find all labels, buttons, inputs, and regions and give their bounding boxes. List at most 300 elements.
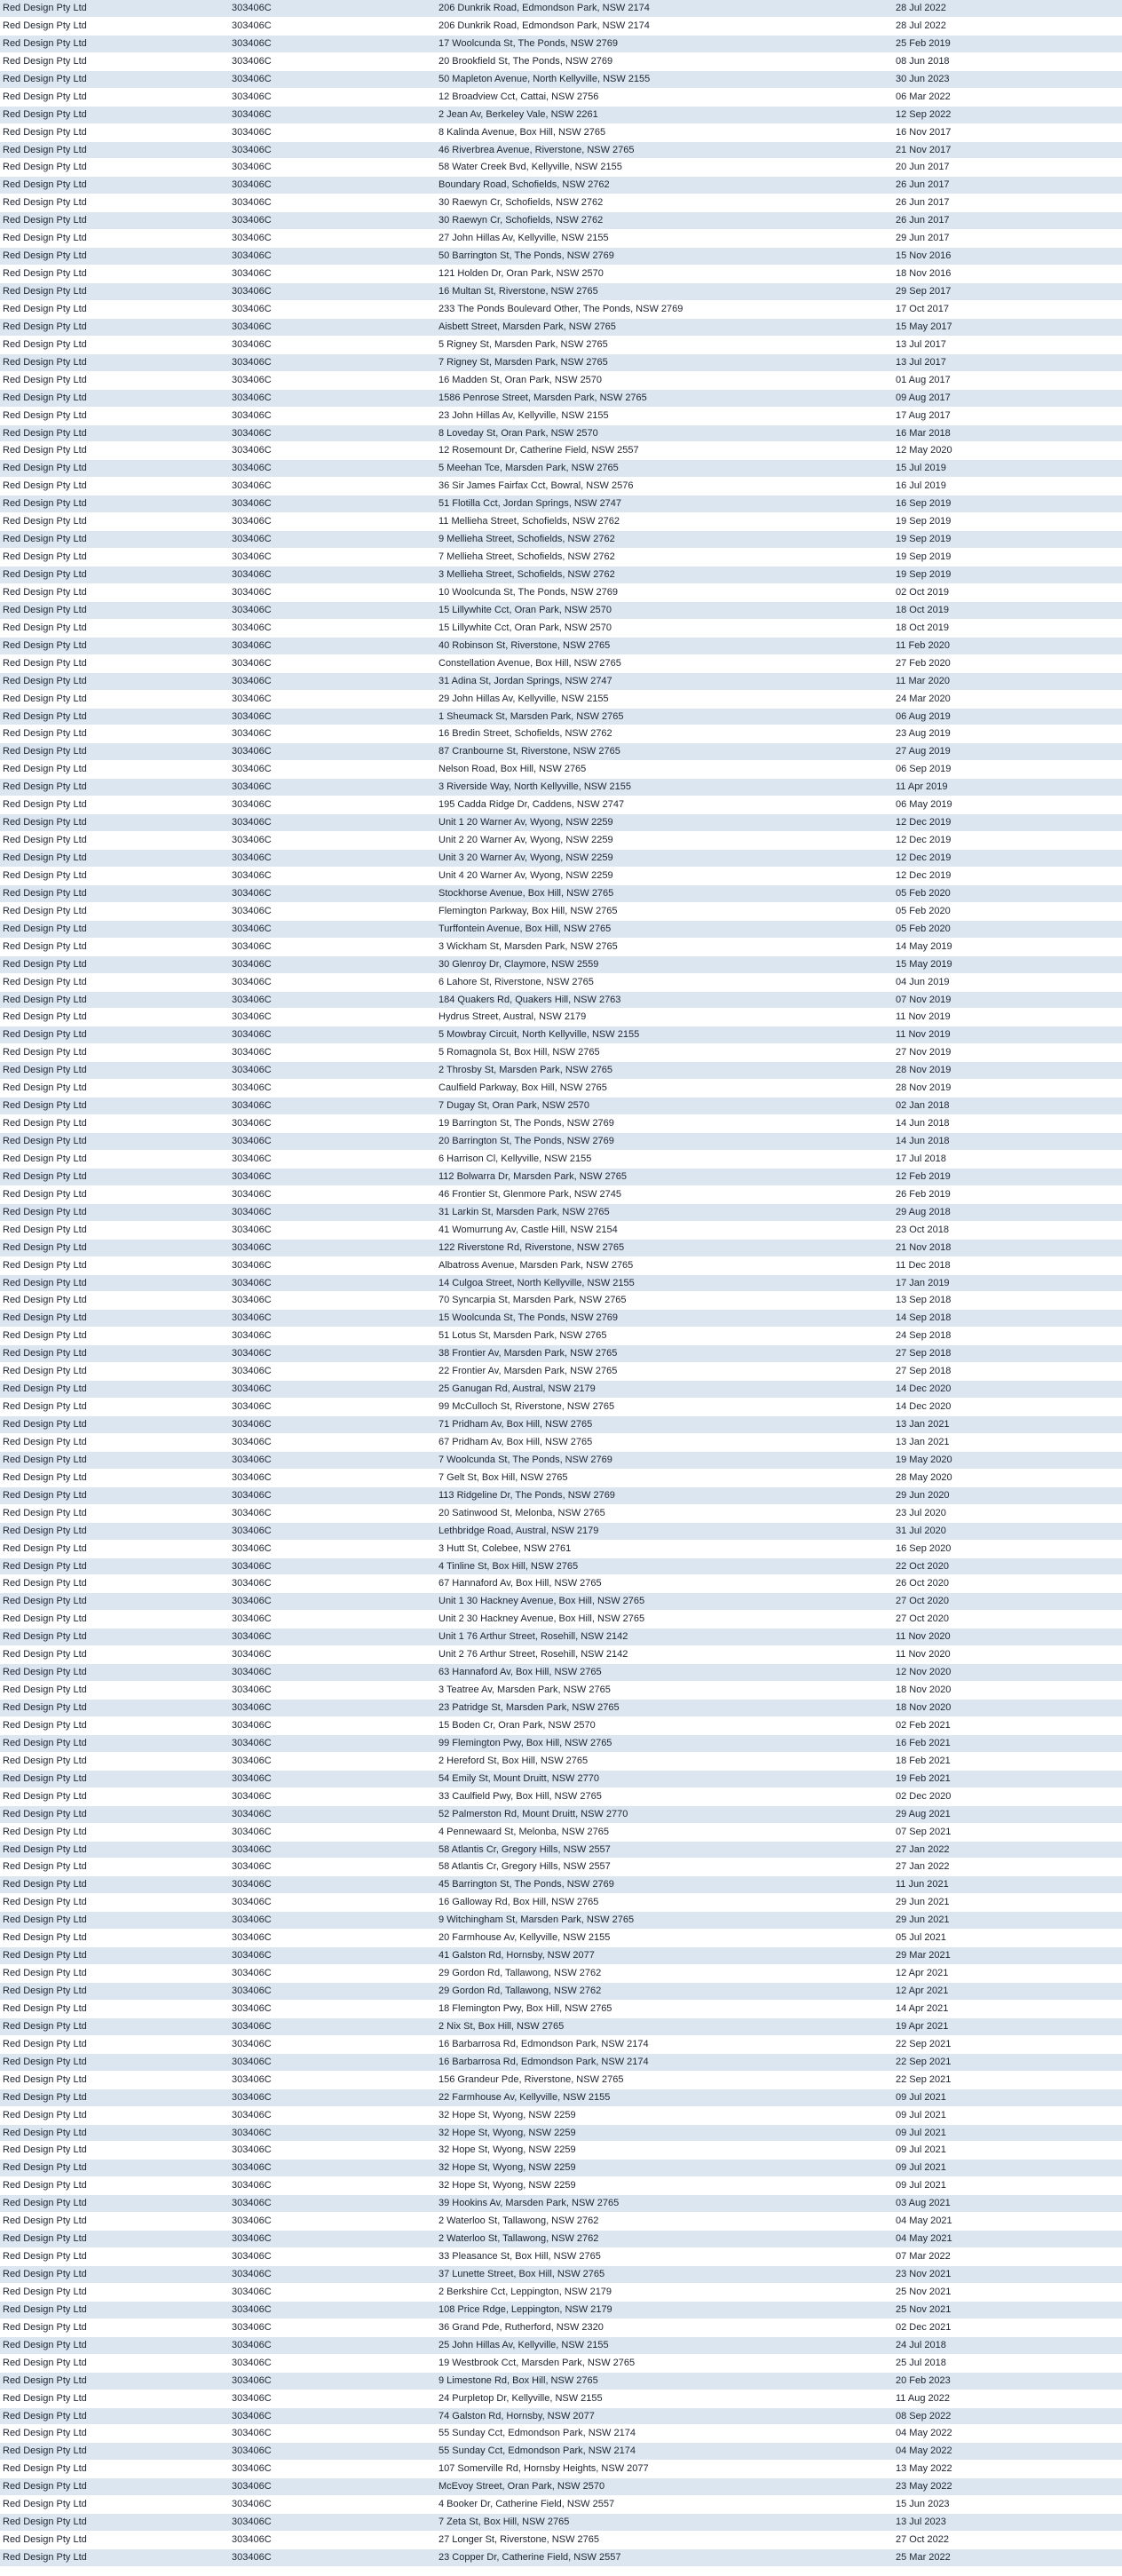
table-row[interactable] xyxy=(0,159,1122,177)
table-row[interactable] xyxy=(0,2478,1122,2496)
table-row[interactable] xyxy=(0,2549,1122,2567)
license-code-cell: 303406C xyxy=(232,2056,272,2067)
address-cell: 16 Barbarrosa Rd, Edmondson Park, NSW 2174 xyxy=(439,2056,649,2067)
table-row[interactable] xyxy=(0,230,1122,248)
table-row[interactable] xyxy=(0,283,1122,301)
address-cell: 46 Frontier St, Glenmore Park, NSW 2745 xyxy=(439,1188,622,1200)
company-cell: Red Design Pty Ltd xyxy=(3,1560,87,1572)
table-row[interactable] xyxy=(0,1363,1122,1381)
table-row[interactable] xyxy=(0,1771,1122,1788)
company-cell: Red Design Pty Ltd xyxy=(3,569,87,580)
table-row[interactable] xyxy=(0,921,1122,939)
license-code-cell: 303406C xyxy=(232,1507,272,1518)
company-cell: Red Design Pty Ltd xyxy=(3,1170,87,1182)
table-row[interactable] xyxy=(0,1222,1122,1240)
date-cell: 19 Apr 2021 xyxy=(896,2020,949,2032)
date-cell: 12 Apr 2021 xyxy=(896,1986,949,1996)
company-cell: Red Design Pty Ltd xyxy=(3,604,87,615)
table-row[interactable] xyxy=(0,107,1122,124)
license-code-cell: 303406C xyxy=(232,534,272,545)
company-cell: Red Design Pty Ltd xyxy=(3,197,87,209)
address-cell: 58 Atlantis Cr, Gregory Hills, NSW 2557 xyxy=(439,1861,611,1873)
table-row[interactable] xyxy=(0,1930,1122,1947)
table-row[interactable] xyxy=(0,2355,1122,2373)
table-row[interactable] xyxy=(0,1470,1122,1487)
license-code-cell: 303406C xyxy=(232,1755,272,1766)
table-row[interactable] xyxy=(0,956,1122,974)
table-row[interactable] xyxy=(0,1806,1122,1824)
table-row[interactable] xyxy=(0,1151,1122,1169)
license-code-cell: 303406C xyxy=(232,144,272,155)
company-cell: Red Design Pty Ltd xyxy=(3,1843,87,1855)
table-row[interactable] xyxy=(0,354,1122,372)
table-row[interactable] xyxy=(0,1257,1122,1275)
address-cell: Lethbridge Road, Austral, NSW 2179 xyxy=(439,1525,599,1536)
date-cell: 29 Jun 2017 xyxy=(896,233,950,244)
table-row[interactable] xyxy=(0,442,1122,460)
table-row[interactable] xyxy=(0,797,1122,814)
table-row[interactable] xyxy=(0,0,1122,18)
table-row[interactable] xyxy=(0,1912,1122,1930)
company-cell: Red Design Pty Ltd xyxy=(3,498,87,510)
table-row[interactable] xyxy=(0,1541,1122,1558)
table-row[interactable] xyxy=(0,1735,1122,1753)
table-row[interactable] xyxy=(0,1275,1122,1293)
license-code-cell: 303406C xyxy=(232,1702,272,1713)
table-row[interactable] xyxy=(0,1098,1122,1115)
table-row[interactable] xyxy=(0,709,1122,726)
table-row[interactable] xyxy=(0,584,1122,602)
table-row[interactable] xyxy=(0,1876,1122,1894)
address-cell: 24 Purpletop Dr, Kellyville, NSW 2155 xyxy=(439,2392,603,2404)
company-cell: Red Design Pty Ltd xyxy=(3,887,87,899)
table-row[interactable] xyxy=(0,212,1122,230)
company-cell: Red Design Pty Ltd xyxy=(3,1224,87,1235)
license-code-cell: 303406C xyxy=(232,2127,272,2138)
license-code-cell: 303406C xyxy=(232,1649,272,1661)
license-code-cell: 303406C xyxy=(232,2198,272,2209)
table-row[interactable] xyxy=(0,2319,1122,2337)
license-code-cell: 303406C xyxy=(232,2552,272,2563)
table-row[interactable] xyxy=(0,655,1122,673)
table-row[interactable] xyxy=(0,1115,1122,1133)
table-row[interactable] xyxy=(0,248,1122,266)
table-row[interactable] xyxy=(0,2195,1122,2213)
address-cell: 67 Hannaford Av, Box Hill, NSW 2765 xyxy=(439,1578,602,1589)
address-cell: 12 Rosemount Dr, Catherine Field, NSW 2557 xyxy=(439,445,639,456)
address-cell: 29 Gordon Rd, Tallawong, NSW 2762 xyxy=(439,1986,602,1996)
table-row[interactable] xyxy=(0,1646,1122,1664)
company-cell: Red Design Pty Ltd xyxy=(3,250,87,262)
table-row[interactable] xyxy=(0,1416,1122,1434)
table-row[interactable] xyxy=(0,319,1122,337)
table-row[interactable] xyxy=(0,939,1122,956)
date-cell: 18 Nov 2020 xyxy=(896,1702,952,1713)
address-cell: 31 Larkin St, Marsden Park, NSW 2765 xyxy=(439,1206,610,1217)
date-cell: 25 Nov 2021 xyxy=(896,2303,952,2315)
address-cell: Boundary Road, Schofields, NSW 2762 xyxy=(439,179,610,191)
address-cell: 20 Barrington St, The Ponds, NSW 2769 xyxy=(439,1136,614,1146)
license-code-cell: 303406C xyxy=(232,463,272,474)
address-cell: 108 Price Rdge, Leppington, NSW 2179 xyxy=(439,2303,612,2315)
date-cell: 13 Jan 2021 xyxy=(896,1436,950,1447)
address-cell: 46 Riverbrea Avenue, Riverstone, NSW 2765 xyxy=(439,144,635,155)
table-row[interactable] xyxy=(0,1700,1122,1717)
table-row[interactable] xyxy=(0,1169,1122,1186)
table-row[interactable] xyxy=(0,868,1122,885)
table-row[interactable] xyxy=(0,1310,1122,1328)
license-code-cell: 303406C xyxy=(232,746,272,757)
address-cell: Turffontein Avenue, Box Hill, NSW 2765 xyxy=(439,923,612,934)
company-cell: Red Design Pty Ltd xyxy=(3,1277,87,1288)
table-row[interactable] xyxy=(0,1240,1122,1257)
table-row[interactable] xyxy=(0,743,1122,761)
date-cell: 03 Aug 2021 xyxy=(896,2198,951,2209)
license-code-cell: 303406C xyxy=(232,374,272,385)
company-cell: Red Design Pty Ltd xyxy=(3,1383,87,1395)
address-cell: 7 Mellieha Street, Schofields, NSW 2762 xyxy=(439,551,615,563)
license-code-cell: 303406C xyxy=(232,37,272,49)
address-cell: 36 Grand Pde, Rutherford, NSW 2320 xyxy=(439,2321,604,2333)
table-row[interactable] xyxy=(0,1062,1122,1080)
address-cell: 19 Barrington St, The Ponds, NSW 2769 xyxy=(439,1118,614,1129)
address-cell: 36 Sir James Fairfax Cct, Bowral, NSW 2576 xyxy=(439,480,634,492)
table-row[interactable] xyxy=(0,2125,1122,2143)
table-row[interactable] xyxy=(0,495,1122,513)
table-row[interactable] xyxy=(0,567,1122,584)
table-row[interactable] xyxy=(0,814,1122,832)
table-row[interactable] xyxy=(0,2160,1122,2177)
table-row[interactable] xyxy=(0,1788,1122,1806)
table-row[interactable] xyxy=(0,1399,1122,1416)
table-row[interactable] xyxy=(0,2248,1122,2266)
address-cell: Unit 4 20 Warner Av, Wyong, NSW 2259 xyxy=(439,869,613,881)
table-row[interactable] xyxy=(0,903,1122,921)
address-cell: 99 McCulloch St, Riverstone, NSW 2765 xyxy=(439,1401,615,1413)
table-row[interactable] xyxy=(0,1593,1122,1611)
date-cell: 29 Aug 2018 xyxy=(896,1206,951,1217)
license-code-cell: 303406C xyxy=(232,1312,272,1324)
date-cell: 13 May 2022 xyxy=(896,2463,952,2475)
table-row[interactable] xyxy=(0,885,1122,903)
date-cell: 15 Jul 2019 xyxy=(896,463,946,474)
table-row[interactable] xyxy=(0,2266,1122,2284)
company-cell: Red Design Pty Ltd xyxy=(3,1011,87,1023)
table-row[interactable] xyxy=(0,2514,1122,2532)
company-cell: Red Design Pty Ltd xyxy=(3,1118,87,1129)
company-cell: Red Design Pty Ltd xyxy=(3,2534,87,2546)
company-cell: Red Design Pty Ltd xyxy=(3,781,87,793)
license-code-cell: 303406C xyxy=(232,1011,272,1023)
date-cell: 24 Sep 2018 xyxy=(896,1330,952,1342)
table-row[interactable] xyxy=(0,372,1122,390)
license-code-cell: 303406C xyxy=(232,1471,272,1483)
table-row[interactable] xyxy=(0,531,1122,549)
table-row[interactable] xyxy=(0,1026,1122,1044)
table-row[interactable] xyxy=(0,1487,1122,1505)
license-code-cell: 303406C xyxy=(232,1596,272,1607)
company-cell: Red Design Pty Ltd xyxy=(3,1719,87,1731)
table-row[interactable] xyxy=(0,2036,1122,2054)
table-row[interactable] xyxy=(0,1859,1122,1876)
license-code-cell: 303406C xyxy=(232,1684,272,1696)
address-cell: 4 Pennewaard St, Melonba, NSW 2765 xyxy=(439,1826,610,1837)
license-code-cell: 303406C xyxy=(232,976,272,987)
table-row[interactable] xyxy=(0,832,1122,850)
license-code-cell: 303406C xyxy=(232,604,272,615)
table-row[interactable] xyxy=(0,974,1122,992)
table-row[interactable] xyxy=(0,1292,1122,1310)
table-row[interactable] xyxy=(0,2496,1122,2514)
table-row[interactable] xyxy=(0,1842,1122,1859)
table-row[interactable] xyxy=(0,2054,1122,2072)
table-row[interactable] xyxy=(0,1824,1122,1842)
table-row[interactable] xyxy=(0,2177,1122,2195)
date-cell: 14 Jun 2018 xyxy=(896,1136,950,1146)
address-cell: 9 Limestone Rd, Box Hill, NSW 2765 xyxy=(439,2374,598,2386)
address-cell: 50 Mapleton Avenue, North Kellyville, NSW 2155 xyxy=(439,73,651,84)
address-cell: 16 Bredin Street, Schofields, NSW 2762 xyxy=(439,728,612,740)
table-row[interactable] xyxy=(0,850,1122,868)
table-row[interactable] xyxy=(0,36,1122,53)
address-cell: 52 Palmerston Rd, Mount Druitt, NSW 2770 xyxy=(439,1808,628,1819)
license-code-cell: 303406C xyxy=(232,197,272,209)
license-code-cell: 303406C xyxy=(232,1489,272,1501)
company-cell: Red Design Pty Ltd xyxy=(3,2410,87,2421)
address-cell: 71 Pridham Av, Box Hill, NSW 2765 xyxy=(439,1419,593,1430)
address-cell: 39 Hookins Av, Marsden Park, NSW 2765 xyxy=(439,2198,620,2209)
address-cell: 29 Gordon Rd, Tallawong, NSW 2762 xyxy=(439,1968,602,1979)
license-code-cell: 303406C xyxy=(232,1029,272,1041)
address-cell: 122 Riverstone Rd, Riverstone, NSW 2765 xyxy=(439,1241,625,1253)
address-cell: 41 Galston Rd, Hornsby, NSW 2077 xyxy=(439,1950,595,1962)
table-row[interactable] xyxy=(0,1611,1122,1629)
company-cell: Red Design Pty Ltd xyxy=(3,1029,87,1041)
table-row[interactable] xyxy=(0,1080,1122,1098)
table-row[interactable] xyxy=(0,478,1122,495)
table-row[interactable] xyxy=(0,2337,1122,2355)
license-code-cell: 303406C xyxy=(232,1613,272,1625)
address-cell: 6 Lahore St, Riverstone, NSW 2765 xyxy=(439,976,594,987)
address-cell: 58 Atlantis Cr, Gregory Hills, NSW 2557 xyxy=(439,1843,611,1855)
date-cell: 18 Nov 2016 xyxy=(896,268,952,280)
license-code-cell: 303406C xyxy=(232,20,272,31)
table-row[interactable] xyxy=(0,124,1122,142)
table-row[interactable] xyxy=(0,1345,1122,1363)
date-cell: 18 Oct 2019 xyxy=(896,622,949,633)
table-row[interactable] xyxy=(0,673,1122,691)
table-row[interactable] xyxy=(0,1983,1122,2001)
table-row[interactable] xyxy=(0,761,1122,779)
company-cell: Red Design Pty Ltd xyxy=(3,162,87,173)
company-cell: Red Design Pty Ltd xyxy=(3,144,87,155)
date-cell: 06 May 2019 xyxy=(896,799,952,811)
table-row[interactable] xyxy=(0,18,1122,36)
license-code-cell: 303406C xyxy=(232,73,272,84)
address-cell: 25 John Hillas Av, Kellyville, NSW 2155 xyxy=(439,2339,609,2350)
table-row[interactable] xyxy=(0,1381,1122,1399)
company-cell: Red Design Pty Ltd xyxy=(3,2463,87,2475)
license-code-cell: 303406C xyxy=(232,551,272,563)
license-code-cell: 303406C xyxy=(232,1861,272,1873)
license-code-cell: 303406C xyxy=(232,764,272,775)
license-code-cell: 303406C xyxy=(232,835,272,846)
table-row[interactable] xyxy=(0,89,1122,107)
address-cell: 2 Nix St, Box Hill, NSW 2765 xyxy=(439,2020,565,2032)
license-code-cell: 303406C xyxy=(232,1843,272,1855)
company-cell: Red Design Pty Ltd xyxy=(3,55,87,67)
table-row[interactable] xyxy=(0,301,1122,319)
address-cell: 70 Syncarpia St, Marsden Park, NSW 2765 xyxy=(439,1295,627,1306)
date-cell: 11 Feb 2020 xyxy=(896,639,950,651)
address-cell: 27 Longer St, Riverstone, NSW 2765 xyxy=(439,2534,599,2546)
company-cell: Red Design Pty Ltd xyxy=(3,1206,87,1217)
company-cell: Red Design Pty Ltd xyxy=(3,1790,87,1802)
table-row[interactable] xyxy=(0,992,1122,1010)
table-row[interactable] xyxy=(0,2072,1122,2089)
address-cell: Flemington Parkway, Box Hill, NSW 2765 xyxy=(439,905,618,916)
license-code-cell: 303406C xyxy=(232,1986,272,1996)
license-code-cell: 303406C xyxy=(232,1153,272,1164)
company-cell: Red Design Pty Ltd xyxy=(3,1401,87,1413)
table-row[interactable] xyxy=(0,620,1122,638)
license-code-cell: 303406C xyxy=(232,675,272,686)
address-cell: 29 John Hillas Av, Kellyville, NSW 2155 xyxy=(439,693,609,704)
table-row[interactable] xyxy=(0,2001,1122,2018)
table-row[interactable] xyxy=(0,1452,1122,1470)
date-cell: 02 Dec 2021 xyxy=(896,2321,952,2333)
table-row[interactable] xyxy=(0,1753,1122,1771)
table-row[interactable] xyxy=(0,1682,1122,1700)
table-row[interactable] xyxy=(0,1044,1122,1062)
table-row[interactable] xyxy=(0,2284,1122,2302)
table-row[interactable] xyxy=(0,638,1122,655)
license-code-cell: 303406C xyxy=(232,958,272,970)
table-row[interactable] xyxy=(0,1186,1122,1204)
table-row[interactable] xyxy=(0,1947,1122,1965)
table-row[interactable] xyxy=(0,1434,1122,1452)
table-row[interactable] xyxy=(0,71,1122,89)
table-row[interactable] xyxy=(0,1505,1122,1523)
company-cell: Red Design Pty Ltd xyxy=(3,1100,87,1112)
date-cell: 02 Oct 2019 xyxy=(896,586,949,598)
address-cell: 30 Raewyn Cr, Schofields, NSW 2762 xyxy=(439,197,604,209)
table-row[interactable] xyxy=(0,725,1122,743)
address-cell: 63 Hannaford Av, Box Hill, NSW 2765 xyxy=(439,1667,602,1678)
company-cell: Red Design Pty Ltd xyxy=(3,675,87,686)
license-code-cell: 303406C xyxy=(232,1330,272,1342)
license-code-cell: 303406C xyxy=(232,1932,272,1944)
table-row[interactable] xyxy=(0,194,1122,212)
table-row[interactable] xyxy=(0,2373,1122,2390)
date-cell: 16 Sep 2020 xyxy=(896,1542,952,1554)
table-row[interactable] xyxy=(0,142,1122,160)
table-row[interactable] xyxy=(0,2408,1122,2426)
table-row[interactable] xyxy=(0,691,1122,709)
table-row[interactable] xyxy=(0,390,1122,408)
table-row[interactable] xyxy=(0,779,1122,797)
table-row[interactable] xyxy=(0,1965,1122,1983)
company-cell: Red Design Pty Ltd xyxy=(3,1348,87,1359)
table-row[interactable] xyxy=(0,408,1122,425)
table-row[interactable] xyxy=(0,2390,1122,2408)
license-code-cell: 303406C xyxy=(232,392,272,403)
table-row[interactable] xyxy=(0,1629,1122,1646)
table-row[interactable] xyxy=(0,460,1122,478)
license-code-cell: 303406C xyxy=(232,923,272,934)
table-row[interactable] xyxy=(0,1575,1122,1593)
table-row[interactable] xyxy=(0,1717,1122,1735)
table-row[interactable] xyxy=(0,53,1122,71)
date-cell: 17 Oct 2017 xyxy=(896,303,949,314)
table-row[interactable] xyxy=(0,1328,1122,1345)
date-cell: 12 Nov 2020 xyxy=(896,1667,952,1678)
company-cell: Red Design Pty Ltd xyxy=(3,409,87,421)
date-cell: 17 Jul 2018 xyxy=(896,1153,946,1164)
company-cell: Red Design Pty Ltd xyxy=(3,1702,87,1713)
table-row[interactable] xyxy=(0,1009,1122,1026)
table-row[interactable] xyxy=(0,2461,1122,2478)
license-code-cell: 303406C xyxy=(232,728,272,740)
table-row[interactable] xyxy=(0,2089,1122,2107)
license-code-cell: 303406C xyxy=(232,2357,272,2368)
license-code-cell: 303406C xyxy=(232,639,272,651)
address-cell: 2 Hereford St, Box Hill, NSW 2765 xyxy=(439,1755,589,1766)
table-row[interactable] xyxy=(0,2443,1122,2461)
address-cell: 5 Mowbray Circuit, North Kellyville, NSW 2155 xyxy=(439,1029,640,1041)
address-cell: 20 Brookfield St, The Ponds, NSW 2769 xyxy=(439,55,613,67)
table-row[interactable] xyxy=(0,1894,1122,1912)
company-cell: Red Design Pty Ltd xyxy=(3,321,87,332)
table-row[interactable] xyxy=(0,2213,1122,2231)
date-cell: 05 Feb 2020 xyxy=(896,905,951,916)
license-code-cell: 303406C xyxy=(232,2463,272,2475)
address-cell: 40 Robinson St, Riverstone, NSW 2765 xyxy=(439,639,611,651)
company-cell: Red Design Pty Ltd xyxy=(3,516,87,527)
table-row[interactable] xyxy=(0,177,1122,194)
table-row[interactable] xyxy=(0,337,1122,354)
license-code-cell: 303406C xyxy=(232,2286,272,2297)
license-code-cell: 303406C xyxy=(232,1719,272,1731)
table-row[interactable] xyxy=(0,1133,1122,1151)
table-row[interactable] xyxy=(0,2532,1122,2549)
table-row[interactable] xyxy=(0,2107,1122,2125)
license-code-cell: 303406C xyxy=(232,2445,272,2457)
company-cell: Red Design Pty Ltd xyxy=(3,1968,87,1979)
date-cell: 05 Feb 2020 xyxy=(896,923,951,934)
license-code-cell: 303406C xyxy=(232,1667,272,1678)
table-row[interactable] xyxy=(0,549,1122,567)
company-cell: Red Design Pty Ltd xyxy=(3,73,87,84)
table-row[interactable] xyxy=(0,513,1122,531)
address-cell: 20 Farmhouse Av, Kellyville, NSW 2155 xyxy=(439,1932,611,1944)
table-row[interactable] xyxy=(0,266,1122,283)
table-row[interactable] xyxy=(0,2018,1122,2036)
table-row[interactable] xyxy=(0,602,1122,620)
table-row[interactable] xyxy=(0,1664,1122,1682)
table-row[interactable] xyxy=(0,1523,1122,1541)
table-row[interactable] xyxy=(0,1558,1122,1576)
table-row[interactable] xyxy=(0,2302,1122,2319)
table-row[interactable] xyxy=(0,2231,1122,2248)
address-cell: 16 Galloway Rd, Box Hill, NSW 2765 xyxy=(439,1897,599,1908)
table-row[interactable] xyxy=(0,1204,1122,1222)
table-row[interactable] xyxy=(0,2142,1122,2160)
table-row[interactable] xyxy=(0,2425,1122,2443)
company-cell: Red Design Pty Ltd xyxy=(3,356,87,368)
table-row[interactable] xyxy=(0,425,1122,443)
address-cell: 3 Hutt St, Colebee, NSW 2761 xyxy=(439,1542,572,1554)
